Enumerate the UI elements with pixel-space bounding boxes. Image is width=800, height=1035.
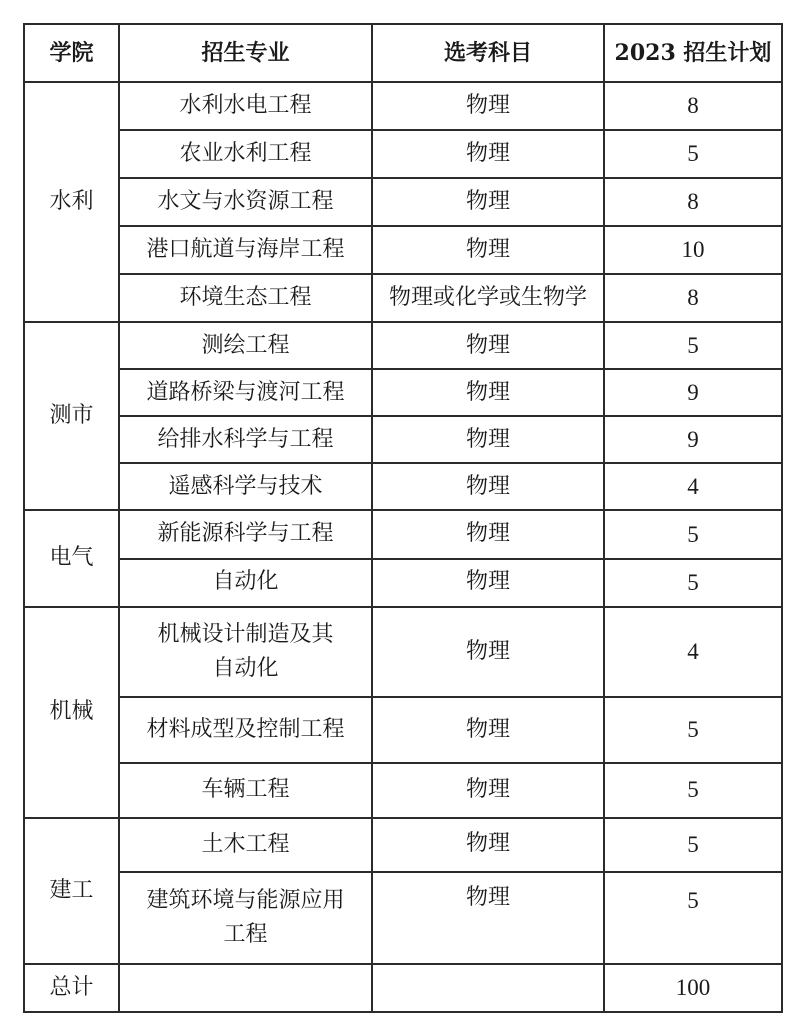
major-cell: 机械设计制造及其自动化 <box>119 607 372 697</box>
plan-cell: 5 <box>604 818 782 872</box>
plan-cell: 8 <box>604 178 782 226</box>
table-row <box>24 763 782 818</box>
table-row <box>24 416 782 463</box>
total-plan: 100 <box>604 964 782 1012</box>
enrollment-plan-table <box>23 23 783 1013</box>
header-row <box>24 24 782 82</box>
major-cell: 遥感科学与技术 <box>119 463 372 510</box>
header-college: 学院 <box>24 24 119 82</box>
subject-cell: 物理 <box>372 510 604 558</box>
college-cell: 机械 <box>24 607 119 818</box>
major-cell: 水文与水资源工程 <box>119 178 372 226</box>
table-row <box>24 510 782 558</box>
subject-cell: 物理 <box>372 607 604 697</box>
plan-cell: 4 <box>604 463 782 510</box>
plan-cell: 5 <box>604 872 782 964</box>
table-row <box>24 226 782 274</box>
plan-cell: 5 <box>604 559 782 607</box>
major-cell: 给排水科学与工程 <box>119 416 372 463</box>
subject-cell: 物理 <box>372 763 604 818</box>
subject-cell: 物理或化学或生物学 <box>372 274 604 322</box>
major-cell: 车辆工程 <box>119 763 372 818</box>
header-major: 招生专业 <box>119 24 372 82</box>
plan-cell: 5 <box>604 763 782 818</box>
plan-cell: 8 <box>604 82 782 130</box>
plan-cell: 8 <box>604 274 782 322</box>
header-plan: 2023 招生计划 <box>604 24 782 82</box>
table-row <box>24 130 782 178</box>
major-cell: 建筑环境与能源应用工程 <box>119 872 372 964</box>
subject-cell: 物理 <box>372 463 604 510</box>
table-row <box>24 463 782 510</box>
subject-cell: 物理 <box>372 872 604 964</box>
plan-cell: 5 <box>604 510 782 558</box>
table-row <box>24 274 782 322</box>
table-row <box>24 322 782 369</box>
plan-cell: 5 <box>604 130 782 178</box>
subject-cell: 物理 <box>372 82 604 130</box>
subject-cell: 物理 <box>372 322 604 369</box>
major-cell: 自动化 <box>119 559 372 607</box>
plan-cell: 10 <box>604 226 782 274</box>
college-cell: 测市 <box>24 322 119 510</box>
major-cell: 水利水电工程 <box>119 82 372 130</box>
table-row <box>24 697 782 763</box>
subject-cell: 物理 <box>372 818 604 872</box>
major-cell: 材料成型及控制工程 <box>119 697 372 763</box>
table-row <box>24 178 782 226</box>
major-cell: 土木工程 <box>119 818 372 872</box>
college-cell: 建工 <box>24 818 119 964</box>
subject-cell: 物理 <box>372 369 604 416</box>
total-row <box>24 964 782 1012</box>
subject-cell: 物理 <box>372 416 604 463</box>
table-row <box>24 818 782 872</box>
table-row <box>24 559 782 607</box>
college-cell: 电气 <box>24 510 119 606</box>
major-cell: 新能源科学与工程 <box>119 510 372 558</box>
major-cell: 港口航道与海岸工程 <box>119 226 372 274</box>
plan-cell: 9 <box>604 369 782 416</box>
subject-cell: 物理 <box>372 559 604 607</box>
plan-cell: 5 <box>604 322 782 369</box>
plan-cell: 4 <box>604 607 782 697</box>
subject-cell: 物理 <box>372 130 604 178</box>
plan-cell: 5 <box>604 697 782 763</box>
subject-cell: 物理 <box>372 697 604 763</box>
major-cell: 农业水利工程 <box>119 130 372 178</box>
subject-cell: 物理 <box>372 226 604 274</box>
header-subject: 选考科目 <box>372 24 604 82</box>
total-empty-major <box>119 964 372 1012</box>
table-row <box>24 82 782 130</box>
table-row <box>24 607 782 697</box>
major-cell: 环境生态工程 <box>119 274 372 322</box>
total-empty-subject <box>372 964 604 1012</box>
subject-cell: 物理 <box>372 178 604 226</box>
plan-cell: 9 <box>604 416 782 463</box>
total-label: 总计 <box>24 964 119 1012</box>
table-row <box>24 369 782 416</box>
major-cell: 道路桥梁与渡河工程 <box>119 369 372 416</box>
table-row <box>24 872 782 964</box>
college-cell: 水利 <box>24 82 119 322</box>
major-cell: 测绘工程 <box>119 322 372 369</box>
